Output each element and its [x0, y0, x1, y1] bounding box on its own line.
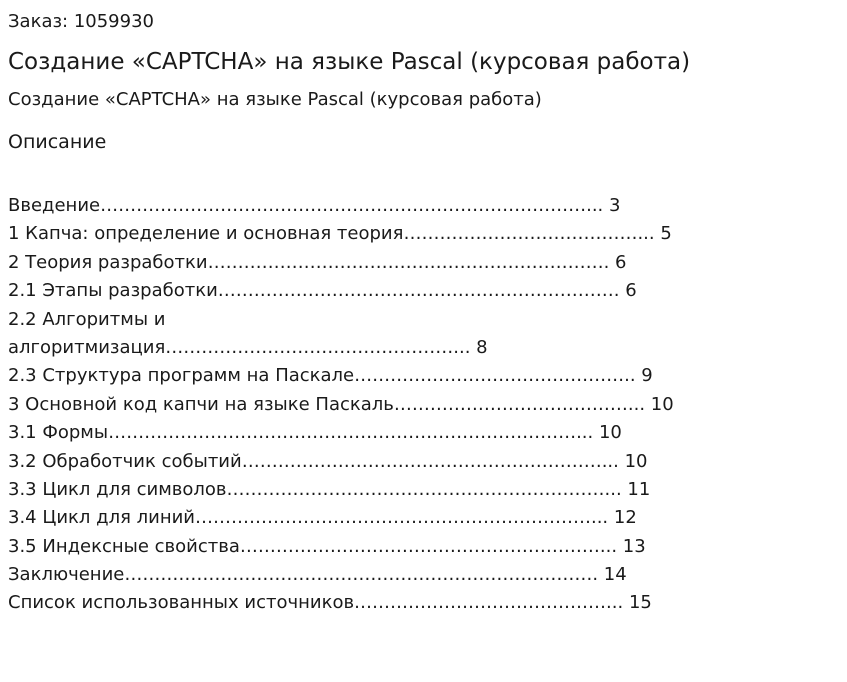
toc-item: 2.1 Этапы разработки…………………………………………………………. 6	[8, 280, 637, 302]
toc-item: 2 Теория разработки…………………………………………………………. 6	[8, 251, 627, 273]
toc-item: 3 Основной код капчи на языке Паскаль…………………………………... 10	[8, 393, 674, 415]
toc-item: 1 Капча: определение и основная теория…………………………………... 5	[8, 223, 672, 245]
description-heading: Описание	[8, 131, 107, 153]
toc-item: 3.5 Индексные свойства……………………………………………………... 13	[8, 535, 646, 557]
toc-item: Введение………………………………………………………………………... 3	[8, 195, 621, 216]
toc-item: 3.1 Формы……………………………………………………………………... 10	[8, 422, 622, 444]
toc-item: 3.4 Цикл для линий…………………………………………………………... 12	[8, 507, 637, 529]
table-of-contents	[8, 192, 674, 618]
order-number: Заказ: 1059930	[8, 11, 154, 32]
toc-item: Список использованных источников……………………………………... 15	[8, 592, 652, 614]
toc-item: 3.3 Цикл для символов………………………………………………………... 11	[8, 478, 651, 500]
toc-item: Заключение……………………………………………………………………. 14	[8, 564, 627, 586]
toc-item: 3.2 Обработчик событий……………………………………………………... 10	[8, 450, 648, 472]
toc-item: 2.2 Алгоритмы и	[8, 308, 166, 330]
toc-item: алгоритмизация…………………………………………... 8	[8, 336, 488, 358]
toc-item: 2.3 Структура программ на Паскале……………………………………….. 9	[8, 365, 653, 387]
page-subtitle: Создание «CAPTCHA» на языке Pascal (курсовая работа)	[8, 89, 542, 110]
page-title: Создание «CAPTCHA» на языке Pascal (курсовая работа)	[8, 49, 691, 75]
